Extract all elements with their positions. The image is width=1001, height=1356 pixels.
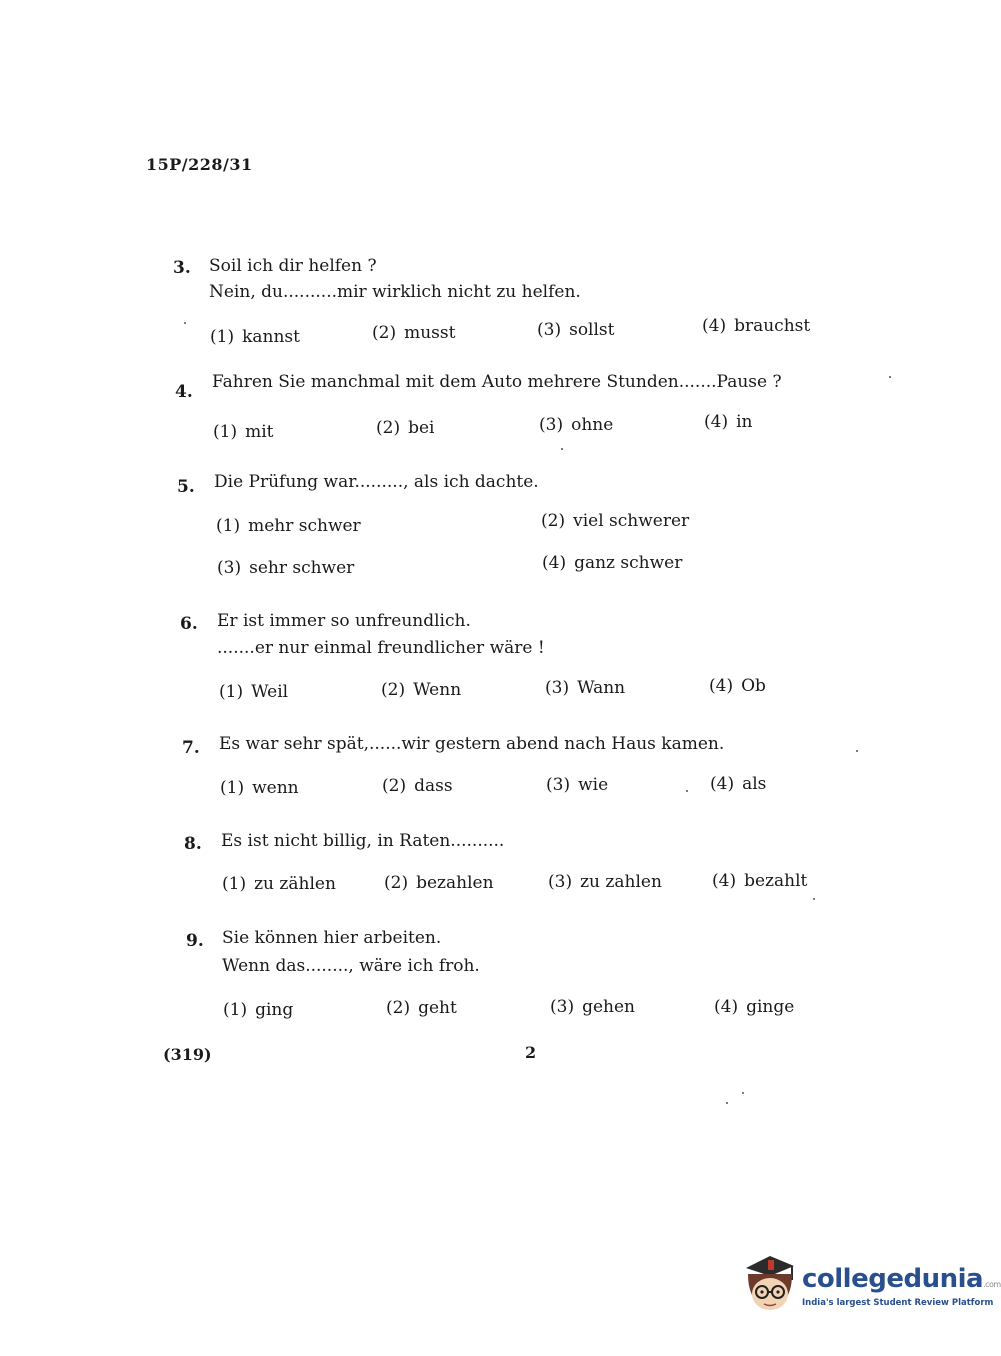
option-1: (1) wenn [220,778,299,798]
option-3: (3) wie [546,775,609,795]
option-3: (3) sehr schwer [217,558,355,578]
scan-speck [742,1092,744,1094]
page-number: 2 [525,1043,537,1062]
collegedunia-logo [740,1252,1001,1322]
option-3: (3) sollst [537,320,615,340]
scan-speck [561,448,563,450]
mascot-icon [740,1252,798,1318]
scan-speck [686,790,688,792]
question-number: 5. [177,477,195,497]
option-4: (4) Ob [709,676,766,696]
question-number: 8. [184,834,202,854]
question-number: 9. [186,931,204,951]
option-4: (4) in [704,412,753,432]
question-text: .......er nur einmal freundlicher wäre ! [217,638,545,658]
option-1: (1) ging [223,1000,294,1020]
option-1: (1) mehr schwer [216,516,361,536]
option-1: (1) Weil [219,682,289,702]
option-3: (3) zu zahlen [548,872,662,892]
option-2: (2) bezahlen [384,873,494,893]
option-2: (2) viel schwerer [541,511,690,531]
option-4: (4) ganz schwer [542,553,683,573]
option-1: (1) kannst [210,327,300,347]
question-text: Soil ich dir helfen ? [209,256,377,276]
option-4: (4) als [710,774,767,794]
option-4: (4) bezahlt [712,871,808,891]
option-4: (4) brauchst [702,316,811,336]
option-3: (3) gehen [550,997,635,1017]
option-2: (2) dass [382,776,453,796]
option-4: (4) ginge [714,997,795,1017]
scan-speck [184,322,186,324]
option-1: (1) mit [213,422,274,442]
option-1: (1) zu zählen [222,874,336,894]
question-text: Es war sehr spät,......wir gestern abend nach Haus kamen. [219,734,725,754]
question-text: Er ist immer so unfreundlich. [217,611,471,631]
logo-tagline: India's largest Student Review Platform [802,1298,994,1308]
scan-speck [813,898,815,900]
question-text: Fahren Sie manchmal mit dem Auto mehrere Stunden.......Pause ? [212,372,782,392]
question-text: Es ist nicht billig, in Raten.......... [221,831,505,851]
option-3: (3) ohne [539,415,614,435]
option-2: (2) geht [386,998,457,1018]
scan-speck [726,1102,728,1104]
question-text: Nein, du..........mir wirklich nicht zu helfen. [209,282,581,302]
option-2: (2) musst [372,323,456,343]
option-3: (3) Wann [545,678,626,698]
question-text: Wenn das........, wäre ich froh. [222,956,480,976]
option-2: (2) Wenn [381,680,462,700]
question-text: Die Prüfung war........., als ich dachte. [214,472,539,492]
question-number: 4. [175,382,193,402]
question-number: 3. [173,258,191,278]
paper-code: 15P/228/31 [146,155,253,174]
question-text: Sie können hier arbeiten. [222,928,442,948]
booklet-code: (319) [163,1045,212,1064]
option-2: (2) bei [376,418,435,438]
scan-speck [889,376,891,378]
question-number: 7. [182,738,200,758]
scan-speck [856,750,858,752]
question-number: 6. [180,614,198,634]
logo-wordmark: collegedunia.com [802,1264,1001,1294]
